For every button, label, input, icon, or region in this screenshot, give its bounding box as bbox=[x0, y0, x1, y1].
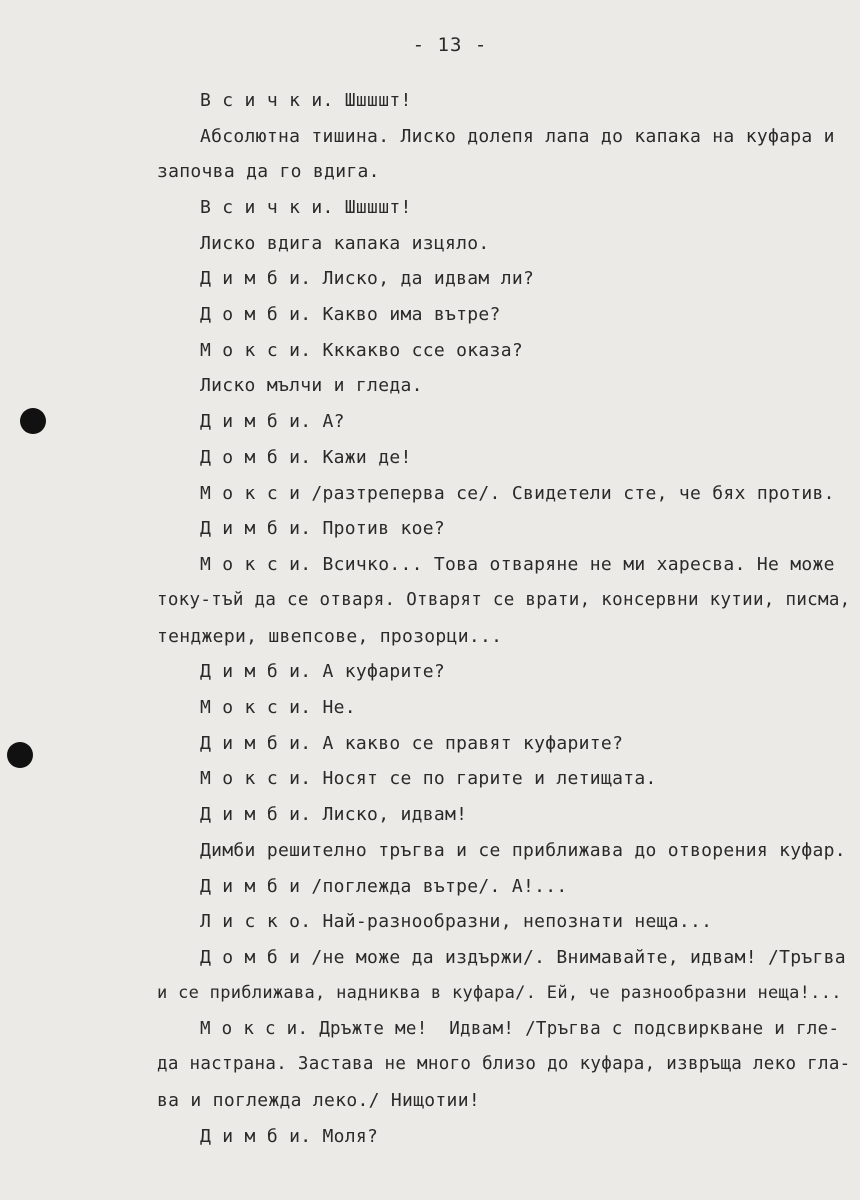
punch-hole-bottom bbox=[7, 742, 33, 768]
text-line: тенджери, швепсове, прозорци... bbox=[157, 626, 503, 647]
text-line: Д о м б и. Какво има вътре? bbox=[200, 304, 501, 325]
punch-hole-top bbox=[20, 408, 46, 434]
text-line: М о к с и. Дръжте ме! Идвам! /Тръгва с подсвиркване и гле- bbox=[200, 1019, 840, 1039]
text-line: В с и ч к и. Шшшшт! bbox=[200, 90, 412, 111]
text-line: Д о м б и. Кажи де! bbox=[200, 447, 412, 468]
text-line: Лиско мълчи и гледа. bbox=[200, 375, 423, 396]
text-line: Д и м б и /поглежда вътре/. А!... bbox=[200, 876, 568, 897]
text-line: М о к с и. Носят се по гарите и летищата. bbox=[200, 768, 657, 789]
text-line: Д и м б и. А? bbox=[200, 411, 345, 432]
text-line: Д и м б и. Лиско, да идвам ли? bbox=[200, 268, 535, 289]
text-line: Д и м б и. А куфарите? bbox=[200, 661, 446, 682]
text-line: Д о м б и /не може да издържи/. Внимавайте, идвам! /Тръгва bbox=[200, 947, 846, 968]
text-line: Абсолютна тишина. Лиско долепя лапа до капака на куфара и bbox=[200, 126, 835, 147]
text-line: току-тъй да се отваря. Отварят се врати, консервни кутии, писма, bbox=[157, 590, 851, 610]
text-line: Димби решително тръгва и се приближава до отворения куфар. bbox=[200, 840, 846, 861]
text-line: Л и с к о. Най-разнообразни, непознати неща... bbox=[200, 911, 713, 932]
text-line: М о к с и /разтреперва се/. Свидетели сте, че бях против. bbox=[200, 483, 835, 504]
text-line: Д и м б и. Лиско, идвам! bbox=[200, 804, 468, 825]
text-line: М о к с и. Всичко... Това отваряне не ми харесва. Не може bbox=[200, 554, 835, 575]
text-line: започва да го вдига. bbox=[157, 161, 380, 182]
page-number: - 13 - bbox=[412, 34, 488, 56]
text-line: ва и поглежда леко./ Нищотии! bbox=[157, 1090, 480, 1111]
text-line: Лиско вдига капака изцяло. bbox=[200, 233, 490, 254]
text-line: Д и м б и. Против кое? bbox=[200, 518, 446, 539]
text-line: Д и м б и. Моля? bbox=[200, 1126, 379, 1147]
text-line: В с и ч к и. Шшшшт! bbox=[200, 197, 412, 218]
text-line: Д и м б и. А какво се правят куфарите? bbox=[200, 733, 624, 754]
text-line: М о к с и. Не. bbox=[200, 697, 356, 718]
text-line: и се приближава, надниква в куфара/. Ей, че разнообразни неща!... bbox=[157, 983, 842, 1003]
text-line: М о к с и. Кккакво ссе оказа? bbox=[200, 340, 523, 361]
text-line: да настрана. Застава не много близо до куфара, извръща леко гла- bbox=[157, 1054, 851, 1074]
